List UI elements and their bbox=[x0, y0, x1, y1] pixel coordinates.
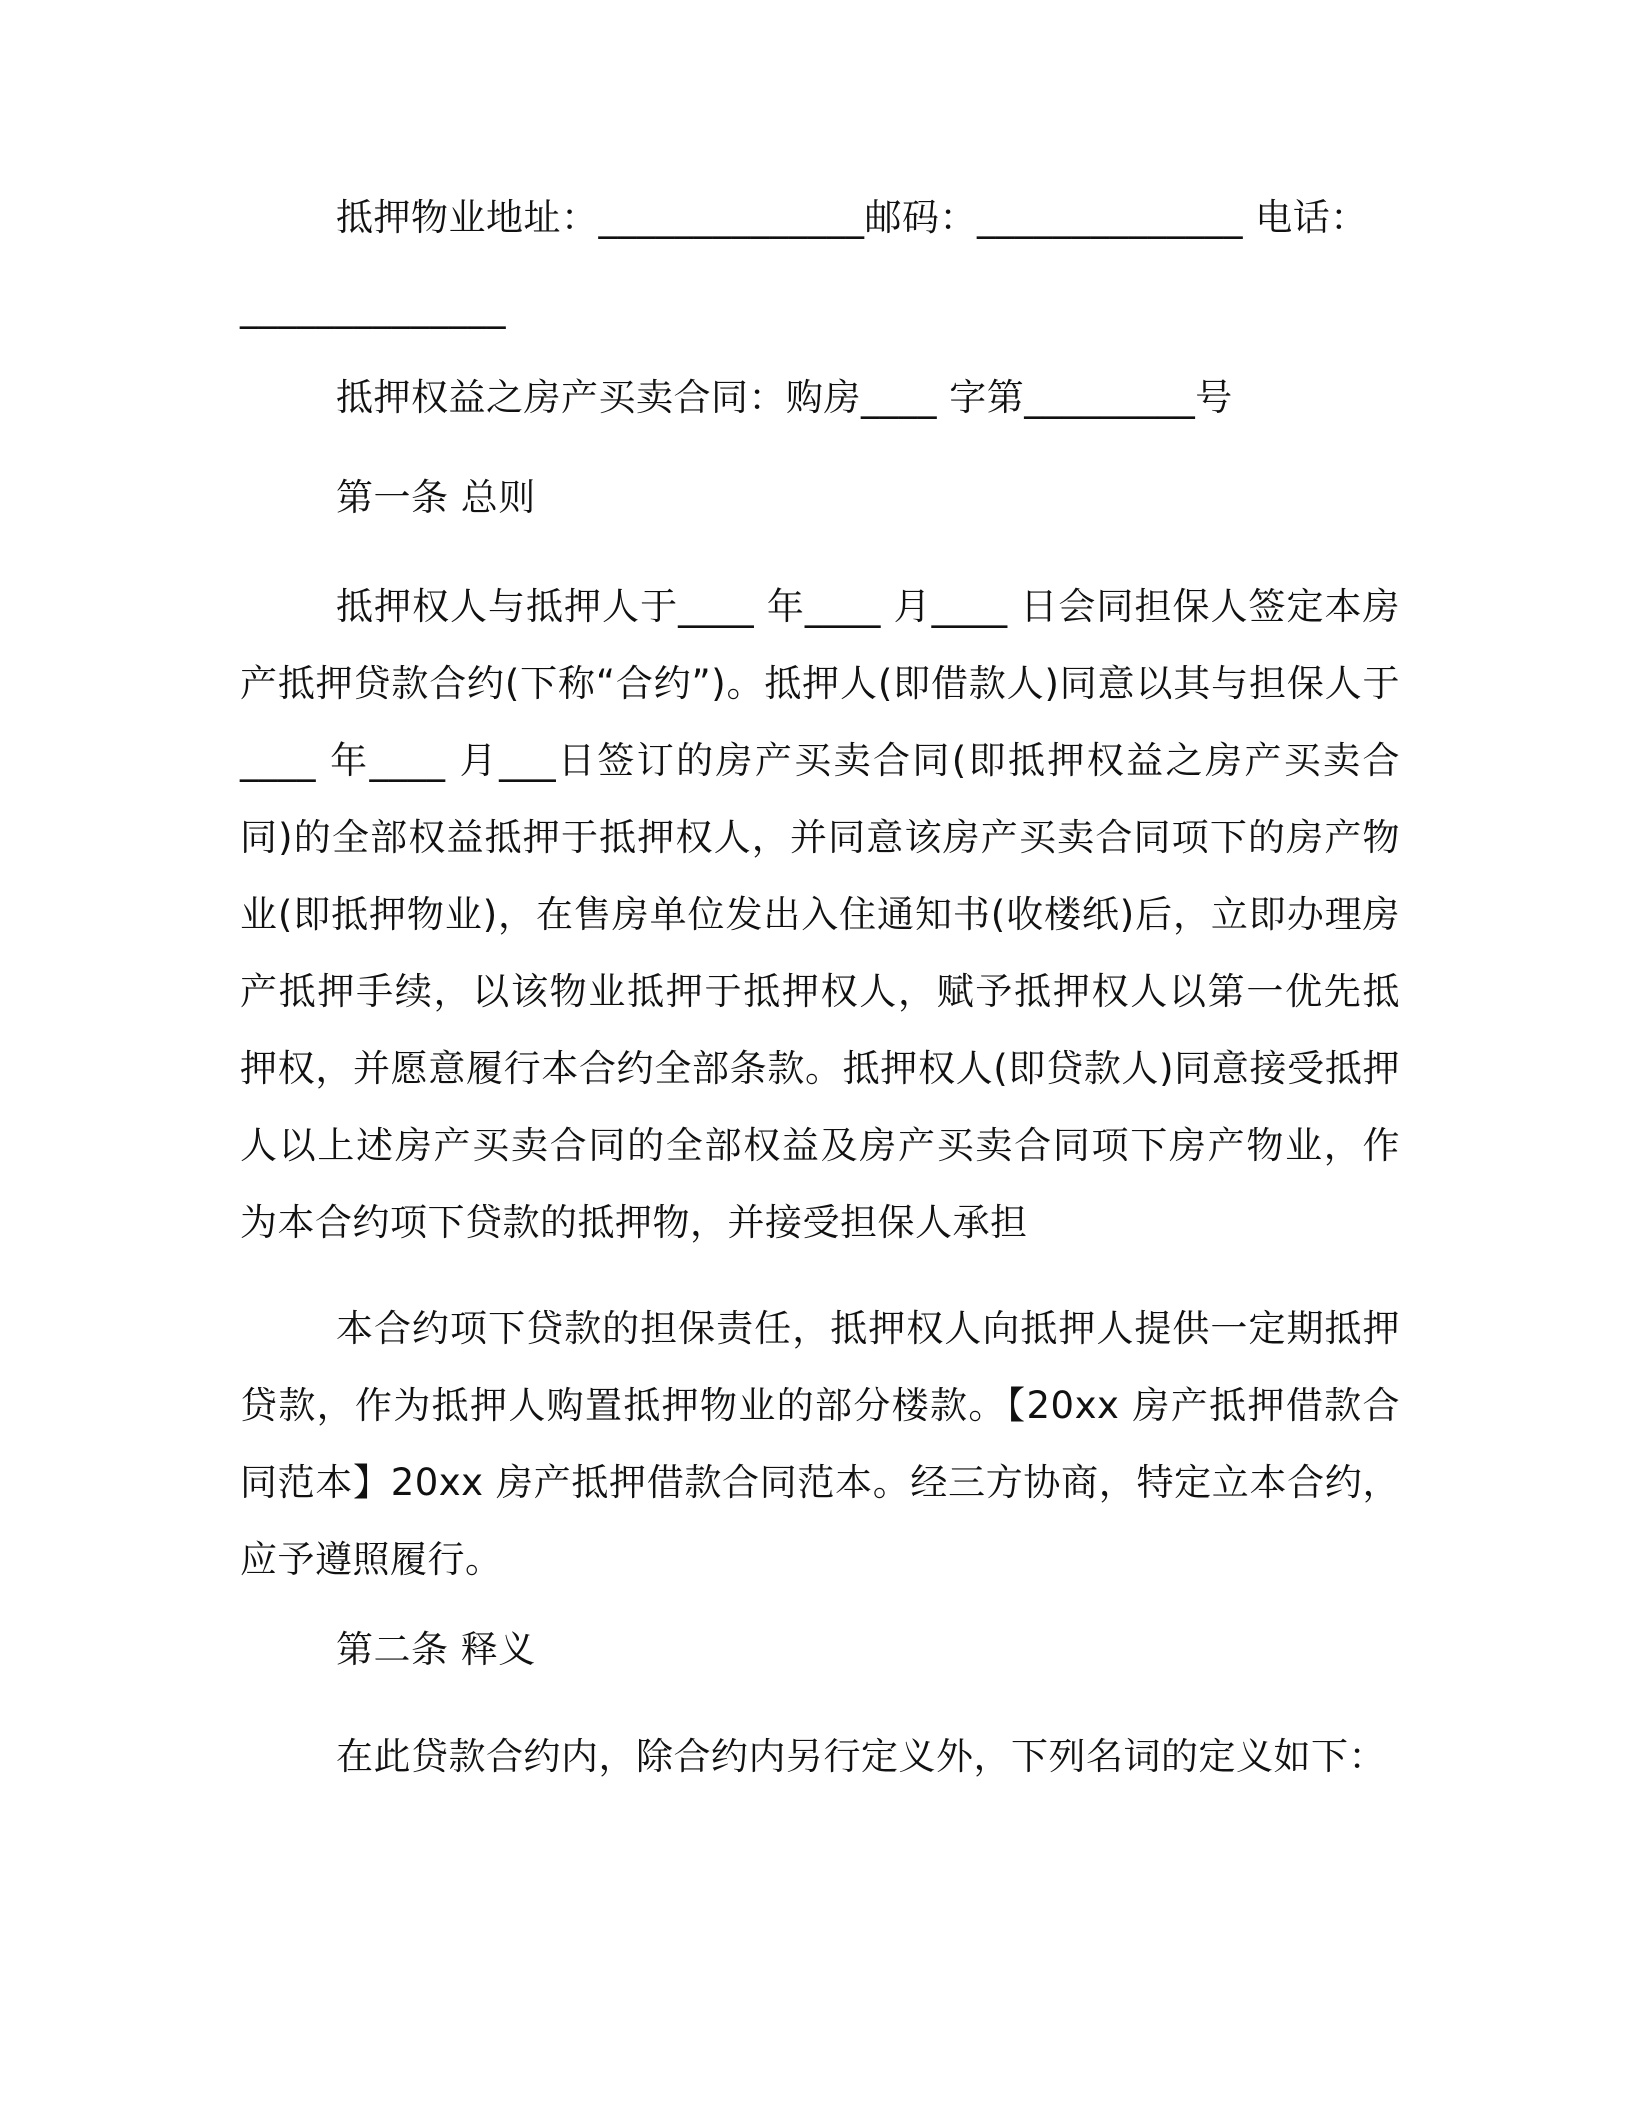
article-1-heading: 第一条 总则 bbox=[336, 476, 536, 519]
article-1-paragraph-2: 本合约项下贷款的担保责任，抵押权人向抵押人提供一定期抵押贷款，作为抵押人购置抵押物业的部分楼款。【20xx 房产抵押借款合同范本】20xx 房产抵押借款合同范本。经三方协商，特定立本合约，应予遵照履行。 bbox=[240, 1307, 1400, 1581]
article-1-paragraph-1: 抵押权人与抵押人于____ 年____ 月____ 日会同担保人签定本房产抵押贷款合约(下称“合约”)。抵押人(即借款人)同意以其与担保人于____ 年____ 月___日签订的房产买卖合同(即抵押权益之房产买卖合同)的全部权益抵押于抵押权人，并同意该房产买卖合同项下的房产物业(即抵押物业)，在售房单位发出入住通知书(收楼纸)后，立即办理房产抵押手续，以该物业抵押于抵押权人，赋予抵押权人以第一优先抵押权，并愿意履行本合约全部条款。抵押权人(即贷款人)同意接受抵押人以上述房产买卖合同的全部权益及房产买卖合同项下房产物业，作为本合约项下贷款的抵押物，并接受担保人承担 bbox=[240, 585, 1400, 1244]
article-2-intro: 在此贷款合约内，除合约内另行定义外，下列名词的定义如下： bbox=[336, 1735, 1386, 1778]
address-line: 抵押物业地址：______________邮码：______________ 电话： bbox=[336, 196, 1368, 239]
contract-reference-line: 抵押权益之房产买卖合同：购房____ 字第_________号 bbox=[336, 376, 1233, 419]
address-line-continuation: ______________ bbox=[240, 286, 506, 329]
article-2-heading: 第二条 释义 bbox=[336, 1628, 536, 1671]
